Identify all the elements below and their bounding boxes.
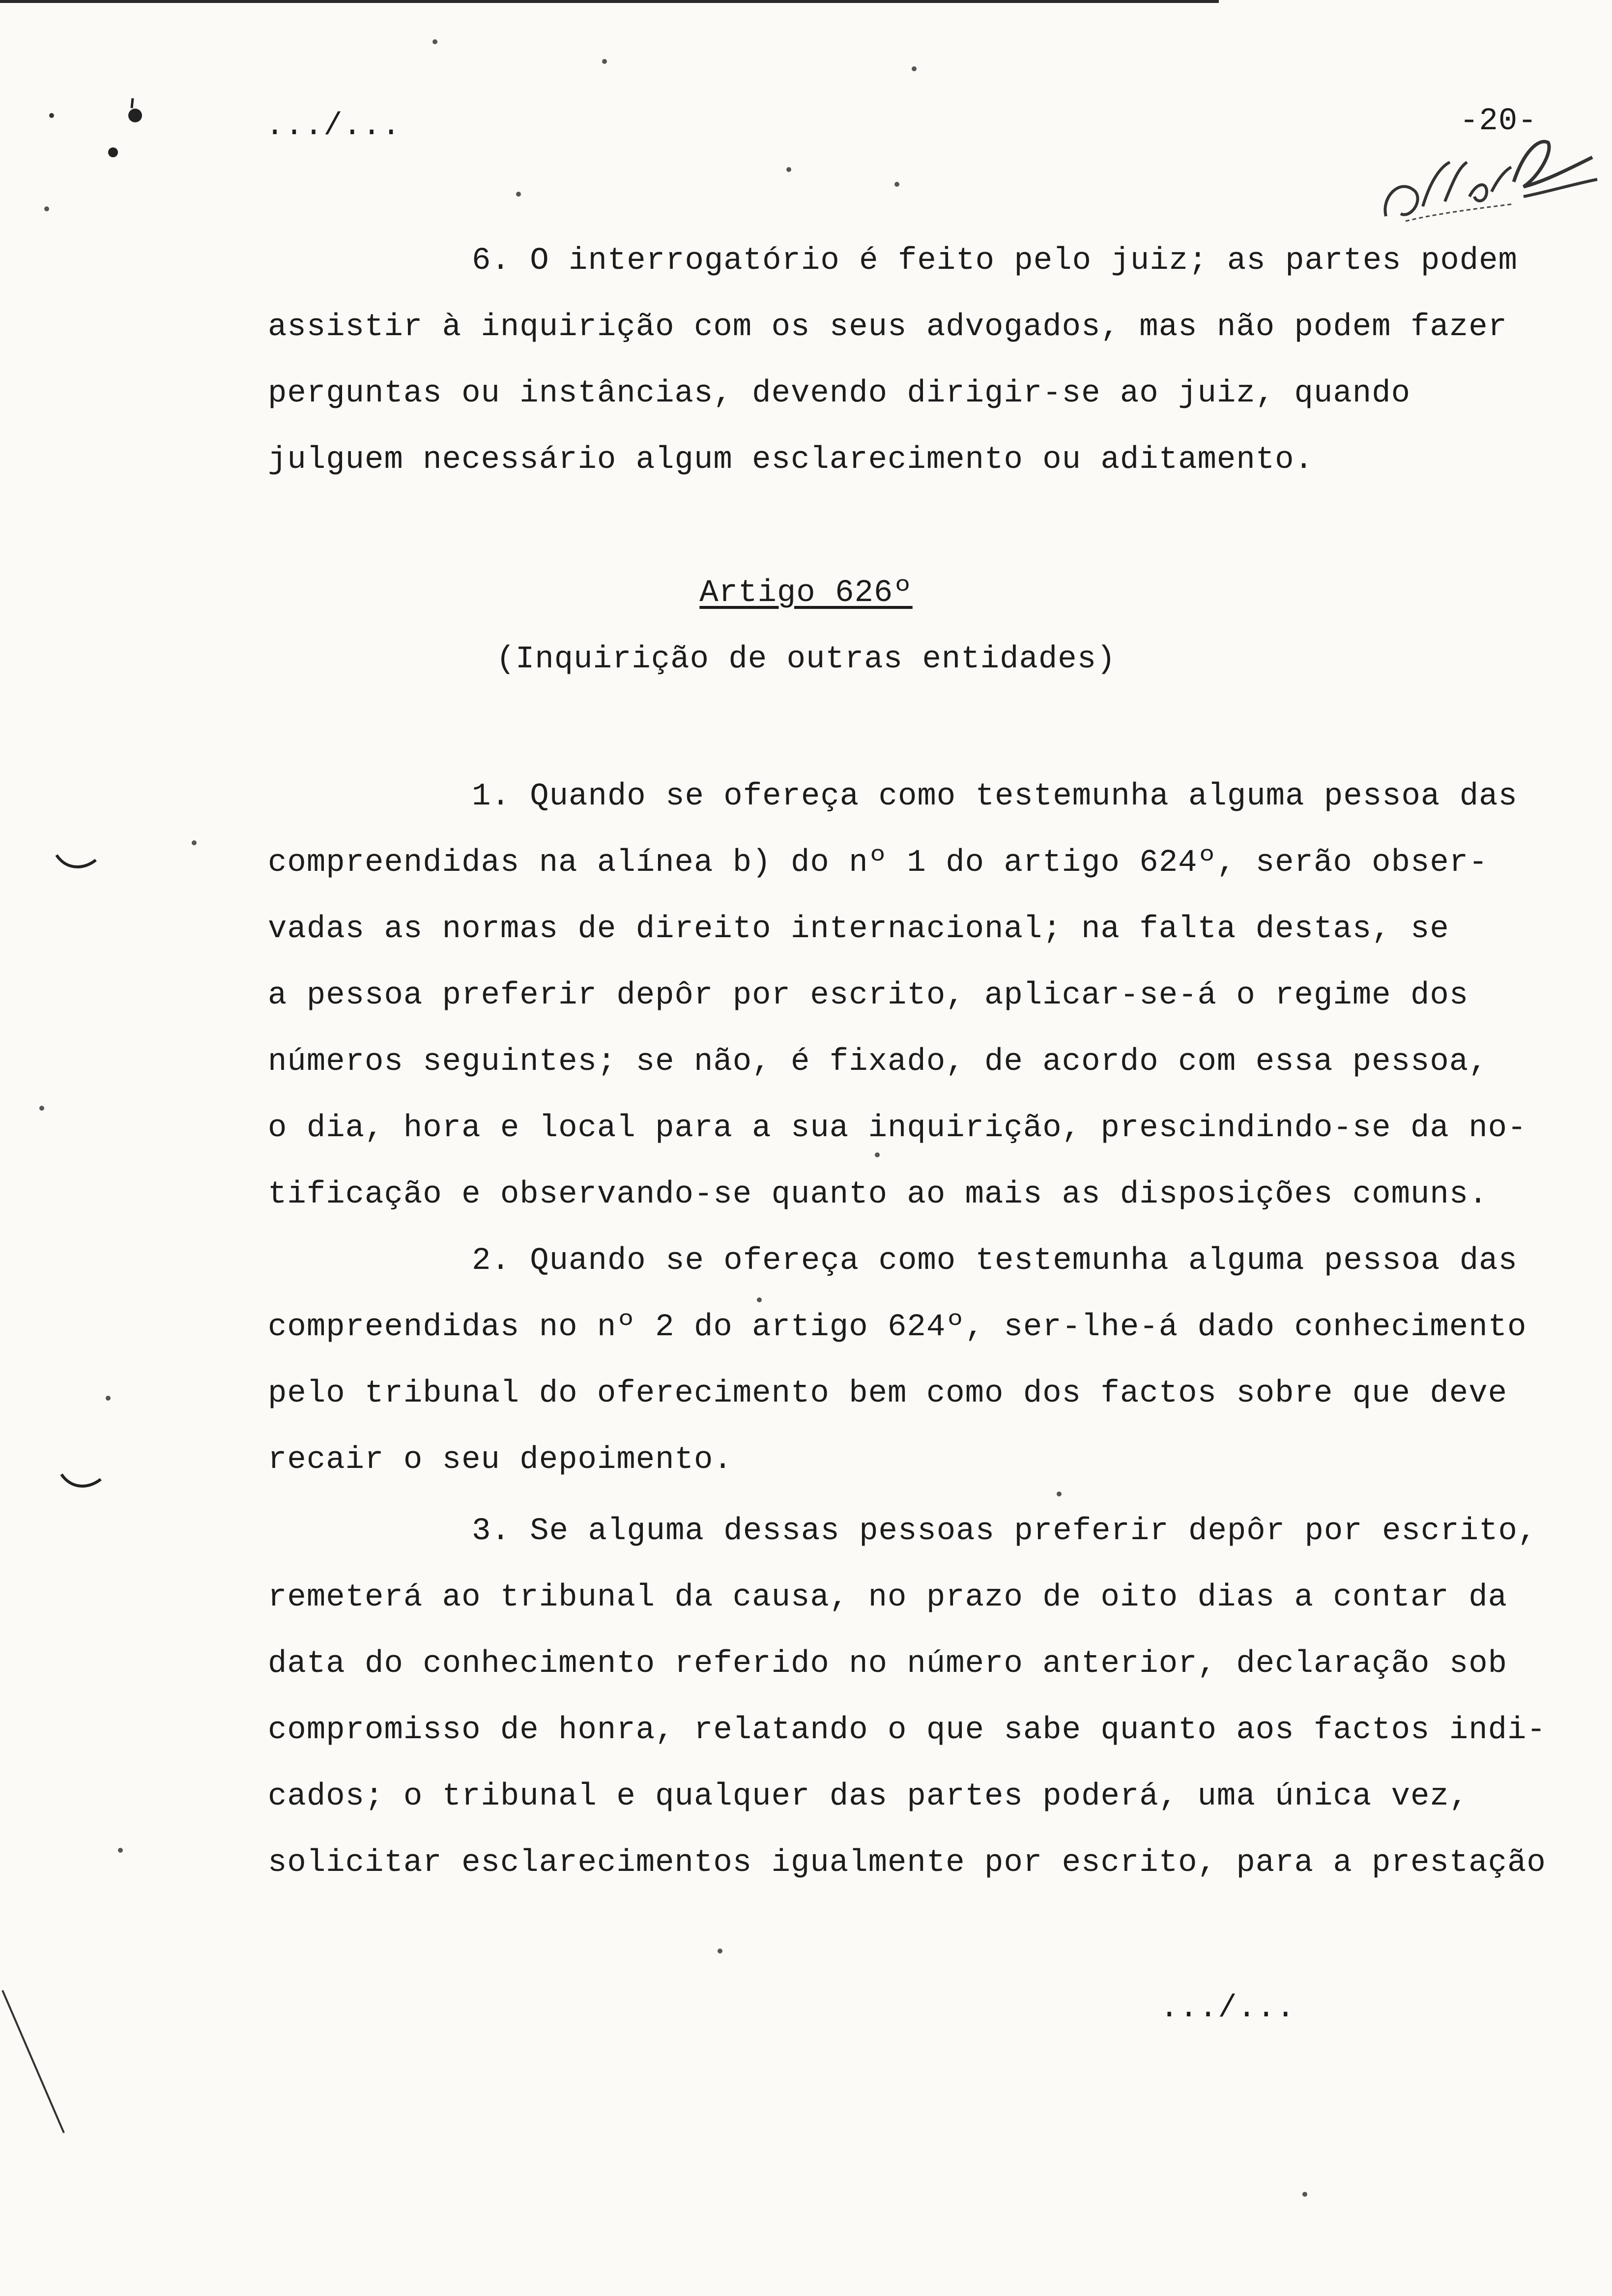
scan-speck bbox=[432, 39, 437, 44]
continuation-marker-top: .../... bbox=[265, 109, 401, 144]
page-number: -20- bbox=[1460, 104, 1537, 139]
item-line: cados; o tribunal e qualquer das partes poderá, uma única vez, bbox=[268, 1779, 1469, 1814]
item-line: tificação e observando-se quanto ao mais as disposições comuns. bbox=[268, 1177, 1488, 1212]
scan-speck bbox=[894, 182, 899, 187]
margin-curve-mark bbox=[59, 1467, 108, 1496]
item-line: a pessoa preferir depôr por escrito, aplicar-se-á o regime dos bbox=[268, 978, 1469, 1013]
scan-speck bbox=[106, 1396, 111, 1401]
scan-edge-stroke bbox=[0, 1985, 79, 2162]
paragraph-line: julguem necessário algum esclarecimento ou aditamento. bbox=[268, 442, 1314, 478]
item-line: 1. Quando se ofereça como testemunha alguma pessoa das bbox=[472, 779, 1518, 814]
paragraph-line: assistir à inquirição com os seus advogados, mas não podem fazer bbox=[268, 310, 1507, 345]
item-line: o dia, hora e local para a sua inquirição, prescindindo-se da no- bbox=[268, 1111, 1527, 1146]
item-line: compromisso de honra, relatando o que sabe quanto aos factos indi- bbox=[268, 1713, 1546, 1748]
article-subtitle: (Inquirição de outras entidades) bbox=[496, 642, 1116, 677]
item-line: pelo tribunal do oferecimento bem como dos factos sobre que deve bbox=[268, 1376, 1507, 1411]
hole-punch-mark-top bbox=[44, 69, 143, 167]
item-line: remeterá ao tribunal da causa, no prazo de oito dias a contar da bbox=[268, 1580, 1507, 1615]
scan-speck bbox=[912, 66, 917, 71]
scan-speck bbox=[757, 1297, 762, 1302]
scan-speck bbox=[118, 1848, 123, 1853]
item-line: compreendidas no nº 2 do artigo 624º, ser-lhe-á dado conhecimento bbox=[268, 1310, 1527, 1345]
scan-speck bbox=[39, 1106, 44, 1111]
scan-speck bbox=[718, 1949, 722, 1953]
scan-speck bbox=[875, 1152, 880, 1157]
item-line: recair o seu depoimento. bbox=[268, 1442, 733, 1478]
paragraph-line: perguntas ou instâncias, devendo dirigir-se ao juiz, quando bbox=[268, 376, 1410, 411]
item-line: solicitar esclarecimentos igualmente por escrito, para a prestação bbox=[268, 1845, 1546, 1881]
scan-speck bbox=[786, 167, 791, 172]
scan-speck bbox=[516, 192, 521, 197]
handwritten-initials-signature bbox=[1376, 123, 1602, 236]
item-line: vadas as normas de direito internacional; na falta destas, se bbox=[268, 912, 1449, 947]
article-title: Artigo 626º bbox=[699, 575, 913, 611]
scan-speck bbox=[192, 840, 197, 845]
scan-speck bbox=[1302, 2192, 1307, 2197]
scan-speck bbox=[602, 59, 607, 64]
item-line: 2. Quando se ofereça como testemunha alguma pessoa das bbox=[472, 1243, 1518, 1279]
top-rule bbox=[0, 0, 1219, 3]
paragraph-line: 6. O interrogatório é feito pelo juiz; as partes podem bbox=[472, 243, 1518, 279]
continuation-marker-bottom: .../... bbox=[1160, 1991, 1295, 2026]
scan-speck bbox=[44, 206, 49, 211]
item-line: data do conhecimento referido no número anterior, declaração sob bbox=[268, 1646, 1507, 1682]
item-line: 3. Se alguma dessas pessoas preferir depôr por escrito, bbox=[472, 1514, 1537, 1549]
item-line: números seguintes; se não, é fixado, de acordo com essa pessoa, bbox=[268, 1044, 1488, 1080]
scan-speck bbox=[1057, 1492, 1062, 1496]
margin-curve-mark bbox=[54, 848, 103, 877]
item-line: compreendidas na alínea b) do nº 1 do artigo 624º, serão obser- bbox=[268, 845, 1488, 881]
